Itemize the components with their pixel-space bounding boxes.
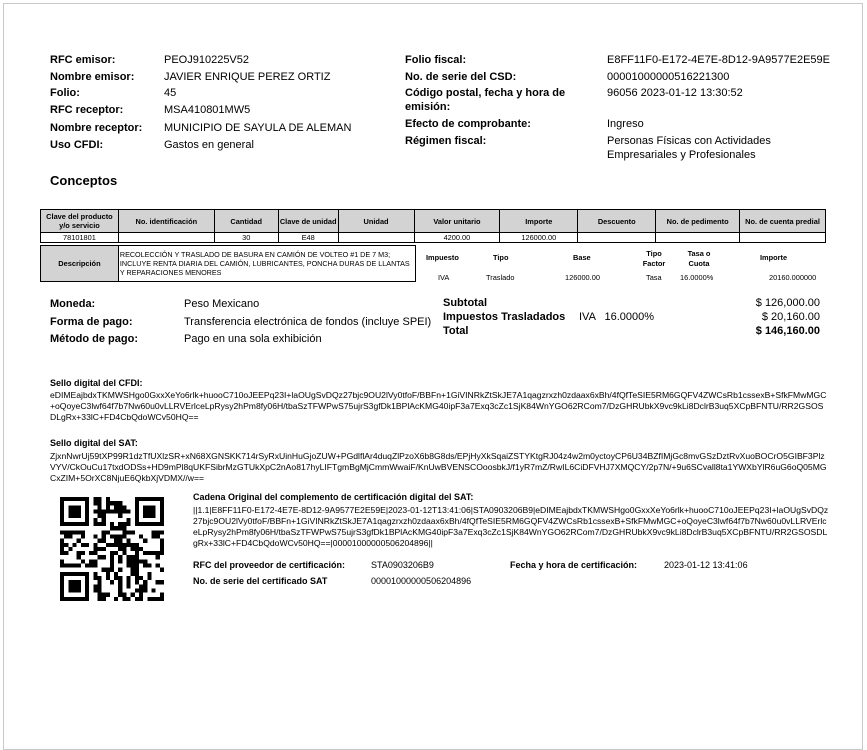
descripcion-value: RECOLECCIÓN Y TRASLADO DE BASURA EN CAMIÓN DE VOLTEO #1 DE 7 M3; INCLUYE RENTA DIARIA DEL CAMIÓN, LUBRICANTES, PONCHA DURAS DE LLANTAS Y REPARACIONES MENORES <box>118 246 415 282</box>
tax-header-tipo-factor: Tipo Factor <box>642 249 666 268</box>
subtotal-value: $ 126,000.00 <box>755 297 820 309</box>
folio-label: Folio: <box>50 87 80 99</box>
tax-header-tipo: Tipo <box>493 253 509 262</box>
cell-cuenta-predial <box>740 233 826 243</box>
header-unidad: Unidad <box>338 210 414 233</box>
total-label: Total <box>443 325 469 337</box>
tax-header-base: Base <box>573 253 591 262</box>
cadena-original-label: Cadena Original del complemento de certificación digital del SAT: <box>193 492 474 502</box>
header-no-identificacion: No. identificación <box>118 210 214 233</box>
cp-fecha-value: 96056 2023-01-12 13:30:52 <box>607 87 743 99</box>
folio-fiscal-label: Folio fiscal: <box>405 54 467 66</box>
nombre-receptor-value: MUNICIPIO DE SAYULA DE ALEMAN <box>164 122 352 134</box>
serie-csd-value: 00001000000516221300 <box>607 71 730 83</box>
uso-cfdi-label: Uso CFDI: <box>50 139 104 151</box>
header-cuenta-predial: No. de cuenta predial <box>740 210 826 233</box>
tax-cell-tipo: Traslado <box>486 273 515 282</box>
conceptos-title: Conceptos <box>50 173 118 188</box>
header-no-pedimento: No. de pedimento <box>656 210 740 233</box>
efecto-value: Ingreso <box>607 118 644 130</box>
tax-cell-base: 126000.00 <box>565 273 600 282</box>
nombre-receptor-label: Nombre receptor: <box>50 122 143 134</box>
serie-csd-label: No. de serie del CSD: <box>405 71 517 83</box>
nombre-emisor-label: Nombre emisor: <box>50 71 135 83</box>
rfc-receptor-value: MSA410801MW5 <box>164 104 251 116</box>
cp-fecha-label-line2: emisión: <box>405 101 451 113</box>
cell-no-pedimento <box>656 233 740 243</box>
folio-value: 45 <box>164 87 177 99</box>
header-clave-unidad: Clave de unidad <box>278 210 338 233</box>
metodo-pago-value: Pago en una sola exhibición <box>184 333 322 345</box>
sello-cfdi-label: Sello digital del CFDI: <box>50 378 143 388</box>
cell-no-identificacion <box>118 233 214 243</box>
descripcion-label: Descripción <box>41 246 119 282</box>
rfc-proveedor-value: STA0903206B9 <box>371 560 434 570</box>
cadena-original-value: ||1.1|E8FF11F0-E172-4E7E-8D12-9A9577E2E59E|2023-01-12T13:41:06|STA0903206B9|eDIMEajbdxTKMWSHgo0GxxXeYo6rlk+huooC710oJEEPq23I+laOUgSvDQz27bjc9OU2lVy0tfoF/BBFn+1GiVINRkZtSkJE7A1qagzrxzh0zdaax6xBh/4fQfTeSIE5RM6GQFV4ZWCsRb1cssexB+SfkFMwMGC+oQoyeC3lwf64f7b7Nw60u0vLLRVErlceLpRysy2hPm8fy06H/tbaSzTFWPwS75ujrS3gfDk1BPlAcKMG40ipF3a7Exq3cZc1SjK84WnYGO62RCom7/DzGHRUbkX9vc9kLi8DclrB3uq5XCpBFNTU/RR2GSOSDLgRx+33lC+FD4CbQdoWCv50HQ==|00001000000506204896|| <box>193 505 829 548</box>
tax-header-impuesto: Impuesto <box>426 253 459 262</box>
regimen-label: Régimen fiscal: <box>405 135 487 147</box>
tax-header-tasa-cuota: Tasa o Cuota <box>687 249 711 268</box>
descripcion-table <box>40 245 416 282</box>
metodo-pago-label: Método de pago: <box>50 333 138 345</box>
header-cantidad: Cantidad <box>214 210 278 233</box>
rfc-emisor-label: RFC emisor: <box>50 54 116 66</box>
cell-unidad <box>338 233 414 243</box>
impuestos-value: $ 20,160.00 <box>761 311 820 323</box>
moneda-value: Peso Mexicano <box>184 298 260 310</box>
total-value: $ 146,160.00 <box>755 325 820 337</box>
forma-pago-value: Transferencia electrónica de fondos (incluye SPEI) <box>184 316 432 328</box>
tax-cell-tipo-factor: Tasa <box>646 273 662 282</box>
header-descuento: Descuento <box>578 210 656 233</box>
sello-sat-label: Sello digital del SAT: <box>50 438 138 448</box>
serie-certificado-sat-label: No. de serie del certificado SAT <box>193 576 328 586</box>
impuestos-label: Impuestos Trasladados <box>443 311 566 323</box>
tax-header-importe: Importe <box>760 253 788 262</box>
tax-cell-tasa-cuota: 16.0000% <box>680 273 714 282</box>
cell-cantidad: 30 <box>214 233 278 243</box>
fecha-certificacion-label: Fecha y hora de certificación: <box>510 560 638 570</box>
header-valor-unitario: Valor unitario <box>414 210 500 233</box>
tax-cell-importe: 20160.000000 <box>769 273 817 282</box>
cell-descuento <box>578 233 656 243</box>
rfc-proveedor-label: RFC del proveedor de certificación: <box>193 560 346 570</box>
sello-sat-value: ZjxnNwrUj59tXP99R1dzTfUXlzSR+xN68XGNSKK714rSyRxUinHuGjoZUW+PGdlflAr4duqZlPzoX6b8G8ds/EPjHyXkSqaiZSTYKtgRJ04z4w2m0yctoyCP6U34BZfIMjGc8mvGSzDztRvXuoBOCrO5GIBF3PlzVYV/CkOuCu17txdODSs+HD9mPl8qUKFSibrMzGTUkXpC2nAo817hyLIFTgmBgMjCmmWwaiF/KnUwBVENSCOoosbkJ/f1yR7mZ/RwIL6CiDFVHJ7XMQCY/2p7N/+9u6SCvall8ta1YWXbYlR6uG6oQ05MGCxZIM+5OrXC8NjuE6QkbXjVDMX//w== <box>50 451 827 483</box>
cp-fecha-label-line1: Código postal, fecha y hora de <box>405 87 566 99</box>
uso-cfdi-value: Gastos en general <box>164 139 254 151</box>
subtotal-label: Subtotal <box>443 297 487 309</box>
impuestos-tipo: IVA 16.0000% <box>579 311 655 323</box>
sello-cfdi-value: eDIMEajbdxTKMWSHgo0GxxXeYo6rlk+huooC710oJEEPq23I+laOUgSvDQz27bjc9OU2lVy0tfoF/BBFn+1GiVINRkZtSkJE7A1qagzrxzh0zdaax6xBh/4fQfTeSIE5RM6GQFV4ZWCsRb1cssexB+SfkFMwMGC+oQoyeC3lwf64f7b7Nw60u0vLLRVErlceLpRysy2hPm8fy06H/tbaSzTFWPwS75ujrS3gfDk1BPlAcKMG40ipF3a7Exq3cZc1SjK84WnYGO62RCom7/DzGHRUbkX9vc9kLi8DclrB3uq5XCpBFNTU/RR2GSOSDLgRx+33lC+FD4CbQdoWCv50HQ== <box>50 390 827 422</box>
fecha-certificacion-value: 2023-01-12 13:41:06 <box>664 560 748 570</box>
header-importe: Importe <box>500 210 578 233</box>
cell-valor-unitario: 4200.00 <box>414 233 500 243</box>
rfc-emisor-value: PEOJ910225V52 <box>164 54 250 66</box>
page-frame <box>3 3 863 750</box>
cell-clave-producto: 78101801 <box>41 233 119 243</box>
efecto-label: Efecto de comprobante: <box>405 118 531 130</box>
header-clave-producto: Clave del producto y/o servicio <box>41 210 119 233</box>
serie-certificado-sat-value: 00001000000506204896 <box>371 576 472 586</box>
cell-clave-unidad: E48 <box>278 233 338 243</box>
tax-cell-impuesto: IVA <box>438 273 450 282</box>
moneda-label: Moneda: <box>50 298 96 310</box>
forma-pago-label: Forma de pago: <box>50 316 133 328</box>
qr-code-image <box>60 497 164 601</box>
regimen-value-line1: Personas Físicas con Actividades <box>607 135 771 147</box>
folio-fiscal-value: E8FF11F0-E172-4E7E-8D12-9A9577E2E59E <box>607 54 830 66</box>
rfc-receptor-label: RFC receptor: <box>50 104 124 116</box>
nombre-emisor-value: JAVIER ENRIQUE PEREZ ORTIZ <box>164 71 331 83</box>
regimen-value-line2: Empresariales y Profesionales <box>607 149 756 161</box>
conceptos-table <box>40 209 826 243</box>
cell-importe: 126000.00 <box>500 233 578 243</box>
